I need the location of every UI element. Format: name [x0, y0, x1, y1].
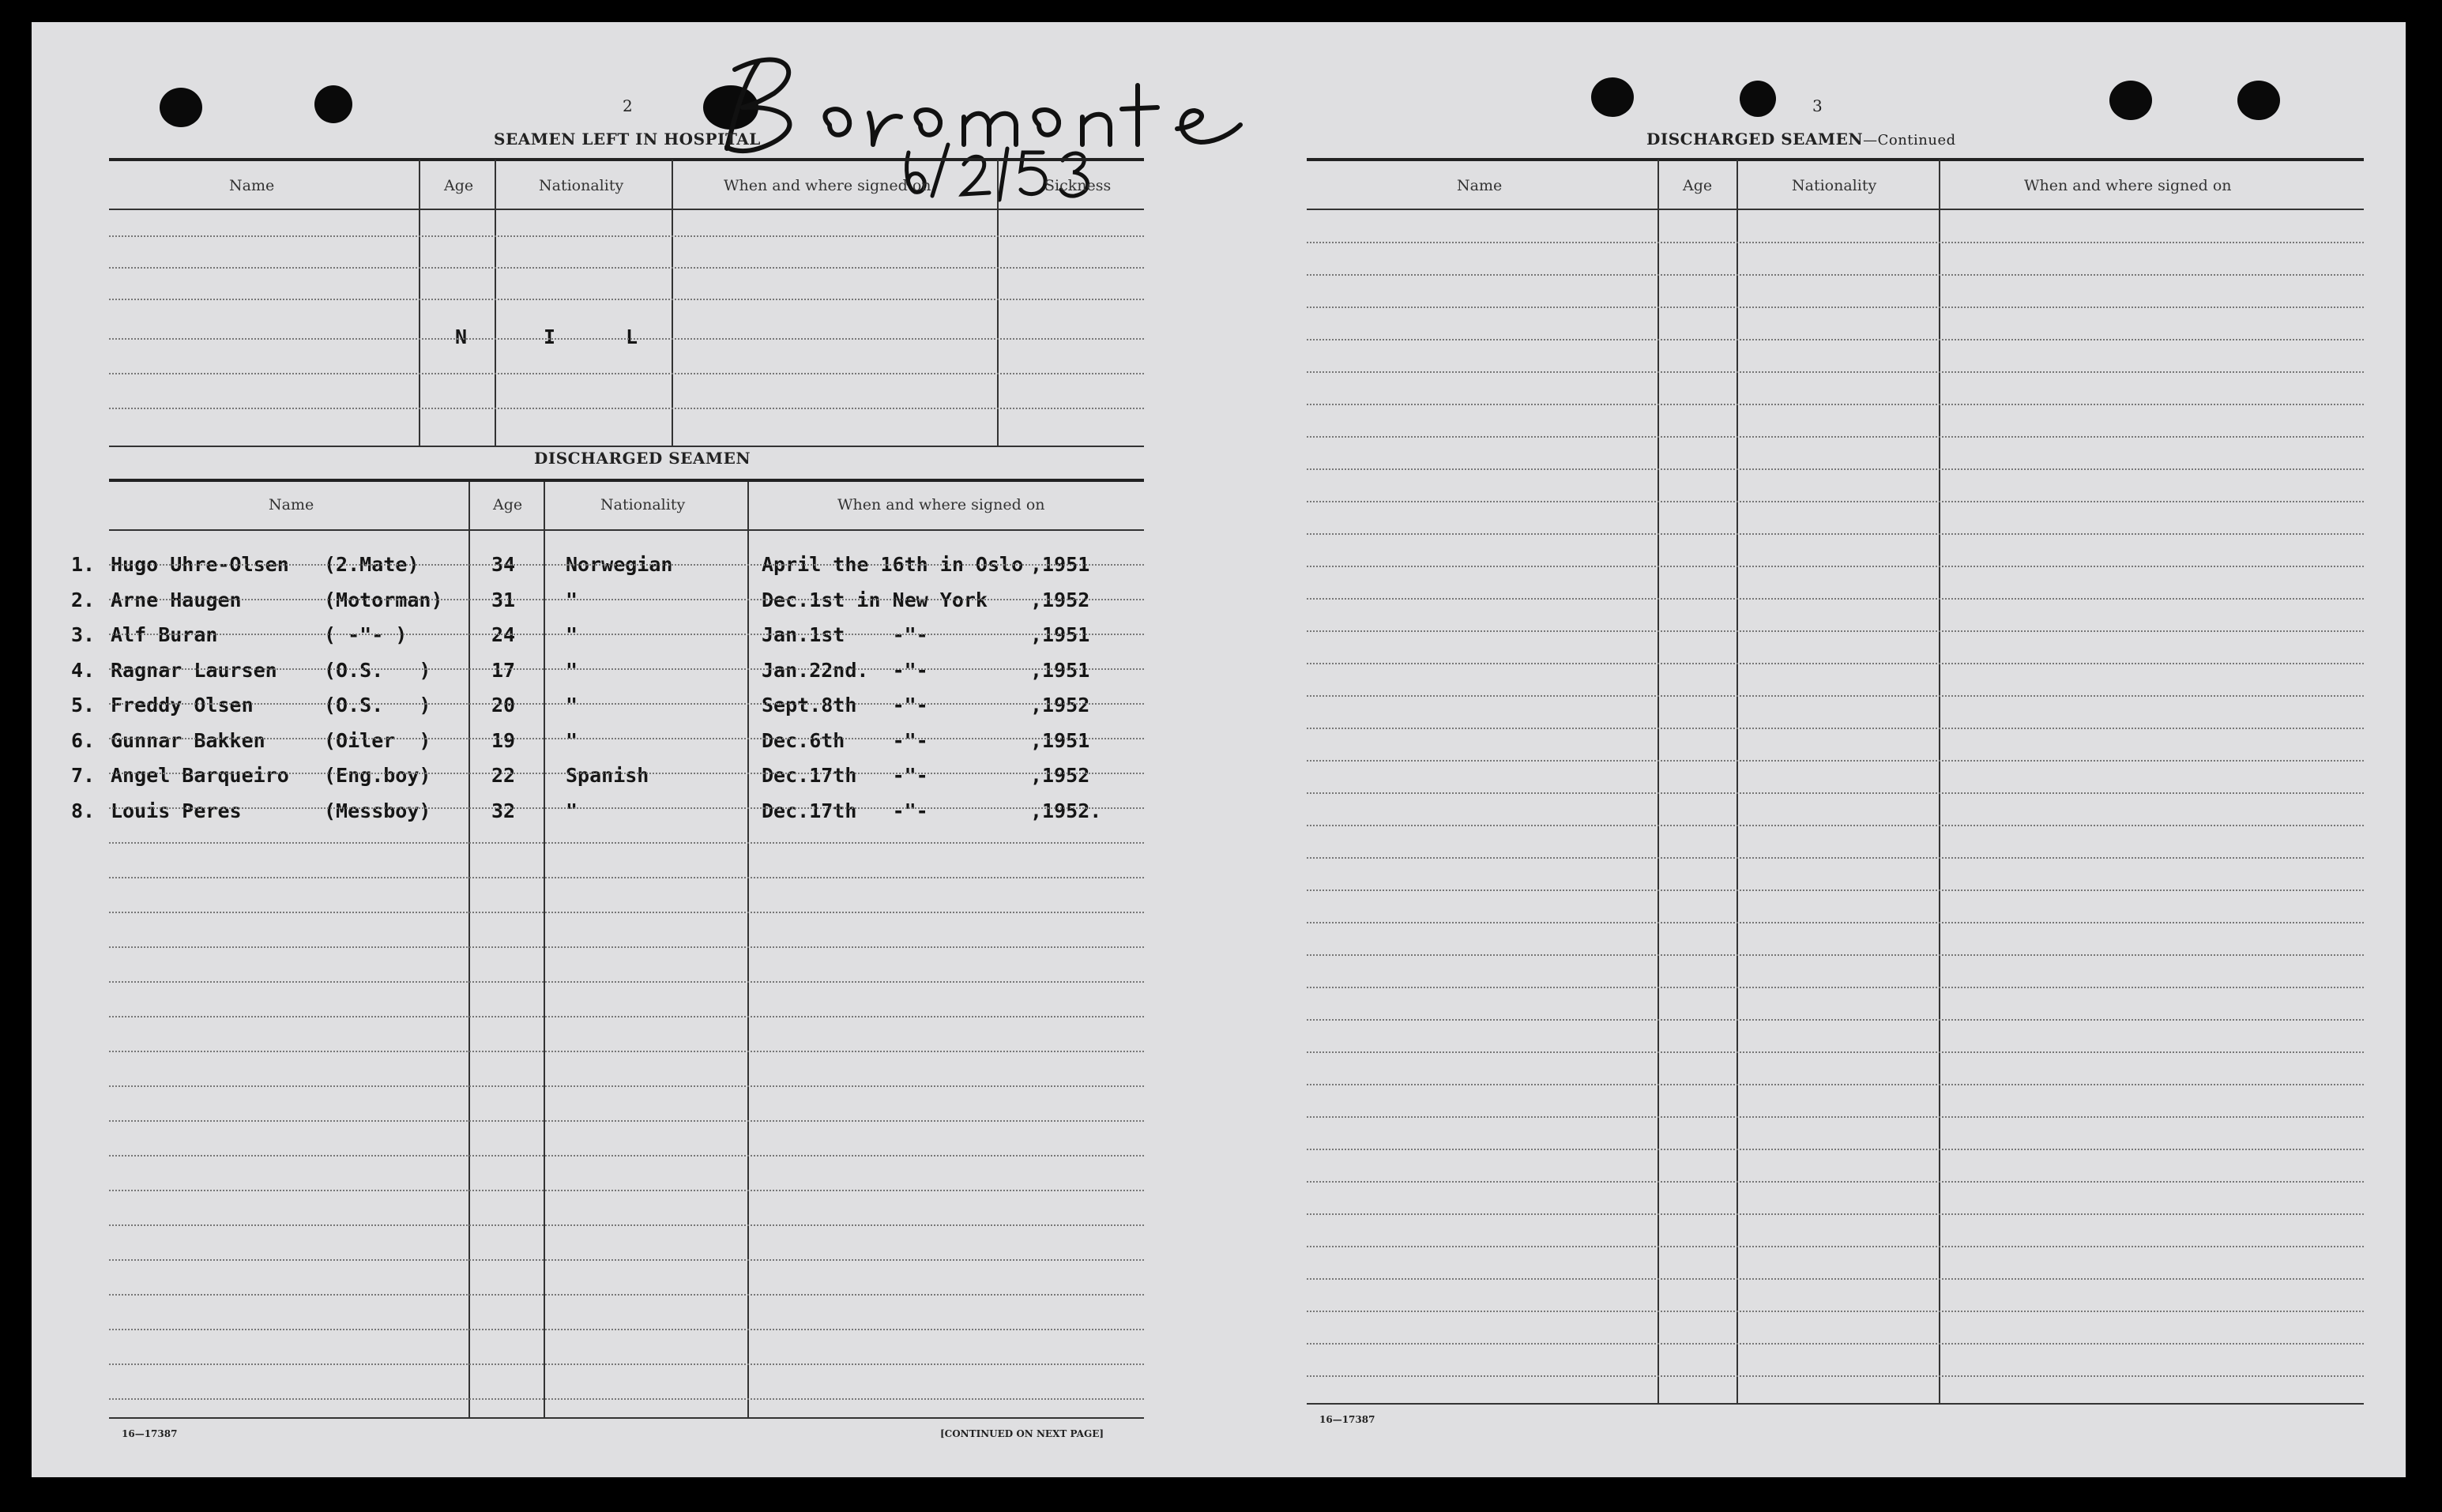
discharged-section-title: DISCHARGED SEAMEN — [534, 449, 751, 468]
seaman-nationality: " — [566, 623, 578, 646]
signed-on-year: ,1952 — [1030, 589, 1090, 611]
ruled-line — [1307, 922, 2364, 923]
seaman-nationality: " — [566, 799, 578, 822]
seaman-age: 32 — [491, 799, 516, 822]
ruled-line — [109, 842, 1144, 844]
ruled-line — [1307, 954, 2364, 956]
seaman-nationality: " — [566, 589, 578, 611]
row-number: 7. — [71, 764, 96, 787]
hospital-header-nationality: Nationality — [539, 177, 624, 194]
signed-on-year: ,1952 — [1030, 694, 1090, 717]
hospital-header-age: Age — [444, 177, 474, 194]
right-title-continued: —Continued — [1863, 132, 1956, 149]
ruled-line — [109, 981, 1144, 983]
ruled-line — [1307, 371, 2364, 373]
seaman-age: 34 — [491, 553, 516, 576]
ruled-line — [1307, 1213, 2364, 1215]
seaman-name: Ragnar Laursen — [111, 659, 277, 682]
discharged-col-divider — [468, 482, 470, 1419]
ruled-line — [1307, 1019, 2364, 1021]
ruled-line — [1307, 1246, 2364, 1247]
ruled-line — [109, 1329, 1144, 1330]
punch-hole — [2237, 81, 2280, 120]
ruled-line — [109, 564, 1144, 566]
punch-hole — [1591, 77, 1634, 117]
ruled-line — [1307, 436, 2364, 438]
seaman-age: 31 — [491, 589, 516, 611]
hospital-header-signed: When and where signed on — [724, 177, 931, 194]
signed-on-year: ,1952. — [1030, 799, 1102, 822]
ruled-line — [109, 1155, 1144, 1157]
ruled-line — [1307, 1149, 2364, 1150]
ruled-line — [109, 773, 1144, 774]
discharged-header-rule — [109, 529, 1144, 531]
ruled-line — [109, 1259, 1144, 1261]
ruled-line — [109, 703, 1144, 705]
ruled-line — [109, 1363, 1144, 1365]
ruled-line — [1307, 501, 2364, 502]
seaman-nationality: " — [566, 694, 578, 717]
row-number: 4. — [71, 659, 96, 682]
ruled-line — [1307, 307, 2364, 308]
ruled-line — [109, 1120, 1144, 1122]
seaman-name: Freddy Olsen — [111, 694, 254, 717]
seaman-age: 17 — [491, 659, 516, 682]
ruled-line — [109, 235, 1144, 237]
ruled-line — [1307, 1375, 2364, 1377]
ruled-line — [1307, 663, 2364, 664]
seaman-name: Hugo Uhre-Olsen — [111, 553, 289, 576]
ruled-line — [109, 877, 1144, 878]
hospital-nil-i: I — [544, 325, 556, 348]
discharged-col-divider — [747, 482, 749, 1419]
ruled-line — [109, 338, 1144, 340]
right-col-divider — [1736, 160, 1738, 1405]
seaman-name: Arne Haugen — [111, 589, 242, 611]
signed-on-place: Sept.8th -"- — [762, 694, 928, 717]
row-number: 3. — [71, 623, 96, 646]
seaman-age: 24 — [491, 623, 516, 646]
right-header-signed: When and where signed on — [2024, 177, 2232, 194]
ruled-line — [109, 807, 1144, 809]
hospital-col-divider — [419, 160, 420, 447]
continued-note: [CONTINUED ON NEXT PAGE] — [940, 1428, 1104, 1439]
ruled-line — [1307, 1343, 2364, 1345]
signed-on-year: ,1951 — [1030, 553, 1090, 576]
punch-hole — [1740, 81, 1776, 117]
hospital-top-rule — [109, 158, 1144, 161]
ruled-line — [1307, 630, 2364, 632]
signed-on-place: Dec.17th -"- — [762, 764, 928, 787]
seaman-rating: ( -"- ) — [324, 623, 408, 646]
ruled-line — [1307, 695, 2364, 697]
seaman-rating: (Oiler ) — [324, 729, 431, 752]
seaman-rating: (2.Mate) — [324, 553, 420, 576]
row-number: 6. — [71, 729, 96, 752]
ruled-line — [1307, 825, 2364, 826]
ruled-line — [109, 1016, 1144, 1017]
seaman-name: Alf Buran — [111, 623, 218, 646]
signed-on-place: Dec.1st in New York — [762, 589, 988, 611]
ruled-line — [1307, 857, 2364, 859]
ruled-line — [1307, 1051, 2364, 1053]
hospital-bottom-rule — [109, 446, 1144, 447]
ruled-line — [109, 373, 1144, 374]
ruled-line — [1307, 242, 2364, 243]
seaman-age: 20 — [491, 694, 516, 717]
right-top-rule — [1307, 158, 2364, 161]
ruled-line — [109, 299, 1144, 300]
discharged-top-rule — [109, 479, 1144, 482]
signed-on-year: ,1951 — [1030, 729, 1090, 752]
signed-on-year: ,1952 — [1030, 764, 1090, 787]
ruled-line — [109, 1224, 1144, 1226]
punch-hole — [2109, 81, 2152, 120]
seaman-age: 22 — [491, 764, 516, 787]
row-number: 2. — [71, 589, 96, 611]
ruled-line — [1307, 987, 2364, 988]
right-header-nationality: Nationality — [1792, 177, 1877, 194]
seaman-name: Louis Peres — [111, 799, 242, 822]
discharged-bottom-rule — [109, 1417, 1144, 1419]
ruled-line — [1307, 404, 2364, 405]
right-header-age: Age — [1683, 177, 1713, 194]
ruled-line — [109, 946, 1144, 948]
ruled-line — [1307, 1084, 2364, 1085]
left-form-number: 16—17387 — [122, 1428, 178, 1439]
signed-on-year: ,1951 — [1030, 659, 1090, 682]
row-number: 5. — [71, 694, 96, 717]
ruled-line — [1307, 468, 2364, 470]
row-number: 1. — [71, 553, 96, 576]
right-page-number: 3 — [1812, 96, 1823, 115]
seaman-age: 19 — [491, 729, 516, 752]
left-page-number: 2 — [623, 96, 633, 115]
right-bottom-rule — [1307, 1403, 2364, 1405]
ruled-line — [1307, 274, 2364, 276]
right-col-divider — [1657, 160, 1659, 1405]
ruled-line — [1307, 890, 2364, 891]
hospital-nil-n: N — [455, 325, 468, 348]
signed-on-place: April the 16th in Oslo — [762, 553, 1024, 576]
ruled-line — [1307, 533, 2364, 535]
seaman-rating: (O.S. ) — [324, 694, 431, 717]
hospital-section-title: SEAMEN LEFT IN HOSPITAL — [494, 130, 761, 149]
discharged-header-name: Name — [269, 496, 314, 513]
discharged-header-age: Age — [493, 496, 523, 513]
ruled-line — [109, 1398, 1144, 1400]
seaman-name: Angel Barqueiro — [111, 764, 289, 787]
ruled-line — [1307, 728, 2364, 729]
punch-hole — [314, 85, 352, 123]
discharged-header-nationality: Nationality — [600, 496, 686, 513]
ruled-line — [1307, 598, 2364, 600]
seaman-rating: (Eng.boy) — [324, 764, 431, 787]
seaman-nationality: " — [566, 729, 578, 752]
signed-on-place: Dec.17th -"- — [762, 799, 928, 822]
signed-on-year: ,1951 — [1030, 623, 1090, 646]
signed-on-place: Jan.22nd. -"- — [762, 659, 928, 682]
ruled-line — [109, 738, 1144, 739]
ruled-line — [109, 634, 1144, 635]
ruled-line — [1307, 1116, 2364, 1118]
punch-hole — [160, 88, 202, 127]
right-header-rule — [1307, 209, 2364, 210]
hospital-col-divider — [997, 160, 999, 447]
seaman-rating: (Messboy) — [324, 799, 431, 822]
discharged-header-signed: When and where signed on — [837, 496, 1045, 513]
seaman-nationality: Norwegian — [566, 553, 673, 576]
signed-on-place: Dec.6th -"- — [762, 729, 928, 752]
ruled-line — [1307, 566, 2364, 567]
right-section-title — [1646, 130, 1956, 149]
hospital-header-name: Name — [229, 177, 275, 194]
ruled-line — [1307, 1311, 2364, 1312]
signed-on-place: Jan.1st -"- — [762, 623, 928, 646]
row-number: 8. — [71, 799, 96, 822]
discharged-col-divider — [544, 482, 545, 1419]
ruled-line — [109, 1294, 1144, 1296]
ruled-line — [1307, 760, 2364, 762]
hospital-nil-l: L — [626, 325, 638, 348]
seaman-rating: (Motorman) — [324, 589, 443, 611]
ruled-line — [1307, 792, 2364, 794]
seaman-nationality: Spanish — [566, 764, 649, 787]
right-form-number: 16—17387 — [1319, 1414, 1375, 1425]
right-header-name: Name — [1457, 177, 1503, 194]
hospital-header-rule — [109, 209, 1144, 210]
hospital-col-divider — [495, 160, 496, 447]
ruled-line — [109, 1085, 1144, 1087]
ruled-line — [109, 912, 1144, 913]
ruled-line — [109, 668, 1144, 670]
seaman-rating: (O.S. ) — [324, 659, 431, 682]
ruled-line — [1307, 1181, 2364, 1183]
seaman-name: Gunnar Bakken — [111, 729, 265, 752]
ruled-line — [109, 1051, 1144, 1052]
ruled-line — [109, 1190, 1144, 1191]
ruled-line — [109, 599, 1144, 600]
ruled-line — [1307, 1278, 2364, 1280]
document-sheet — [32, 22, 2406, 1477]
ruled-line — [109, 408, 1144, 409]
hospital-col-divider — [672, 160, 673, 447]
seaman-nationality: " — [566, 659, 578, 682]
ruled-line — [109, 267, 1144, 269]
right-col-divider — [1939, 160, 1940, 1405]
hospital-header-sickness: Sickness — [1044, 177, 1112, 194]
right-title-main: DISCHARGED SEAMEN — [1646, 130, 1864, 149]
ruled-line — [1307, 339, 2364, 340]
